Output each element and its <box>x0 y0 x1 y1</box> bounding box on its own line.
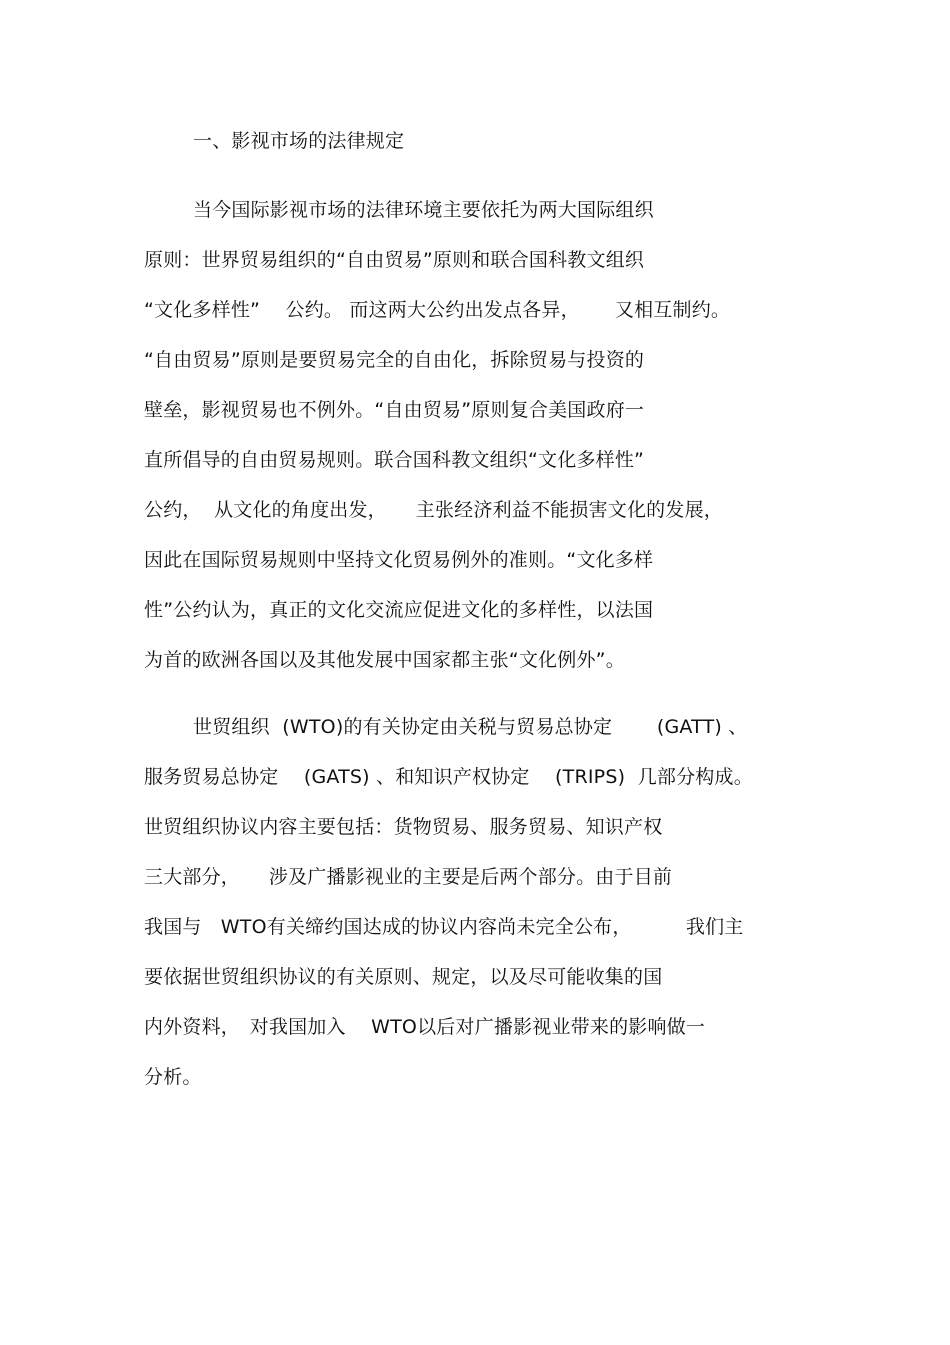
paragraph-line: 壁垒，影视贸易也不例外。“自由贸易”原则复合美国政府一 <box>144 399 645 421</box>
paragraph-line: 三大部分， 涉及广播影视业的主要是后两个部分。由于目前 <box>144 866 673 888</box>
paragraph-line: 分析。 <box>144 1066 202 1088</box>
paragraph-line: 原则：世界贸易组织的“自由贸易”原则和联合国科教文组织 <box>144 249 645 271</box>
paragraph-line: 内外资料， 对我国加入 WTO以后对广播影视业带来的影响做一 <box>144 1016 706 1038</box>
paragraph-line: “自由贸易”原则是要贸易完全的自由化，拆除贸易与投资的 <box>144 349 645 371</box>
paragraph-line: 我国与 WTO有关缔约国达成的协议内容尚未完全公布， 我们主 <box>144 916 744 938</box>
paragraph-line: 要依据世贸组织协议的有关原则、规定，以及尽可能收集的国 <box>144 966 663 988</box>
paragraph-line: 公约， 从文化的角度出发， 主张经济利益不能损害文化的发展， <box>144 499 723 521</box>
paragraph-line: 世贸组织 (WTO)的有关协定由关税与贸易总协定 (GATT) 、 <box>193 716 748 738</box>
paragraph-line: 性”公约认为，真正的文化交流应促进文化的多样性，以法国 <box>144 599 654 621</box>
paragraph-line: “文化多样性” 公约。 而这两大公约出发点各异， 又相互制约。 <box>144 299 731 321</box>
paragraph-line: 因此在国际贸易规则中坚持文化贸易例外的准则。“文化多样 <box>144 549 654 571</box>
paragraph-line: 世贸组织协议内容主要包括：货物贸易、服务贸易、知识产权 <box>144 816 663 838</box>
paragraph-line: 当今国际影视市场的法律环境主要依托为两大国际组织 <box>193 199 654 221</box>
paragraph-line: 服务贸易总协定 (GATS) 、和知识产权协定 (TRIPS) 几部分构成。 <box>144 766 753 788</box>
section-heading: 一、影视市场的法律规定 <box>193 130 405 152</box>
paragraph-line: 为首的欧洲各国以及其他发展中国家都主张“文化例外”。 <box>144 649 625 671</box>
paragraph-line: 直所倡导的自由贸易规则。联合国科教文组织“文化多样性” <box>144 449 645 471</box>
